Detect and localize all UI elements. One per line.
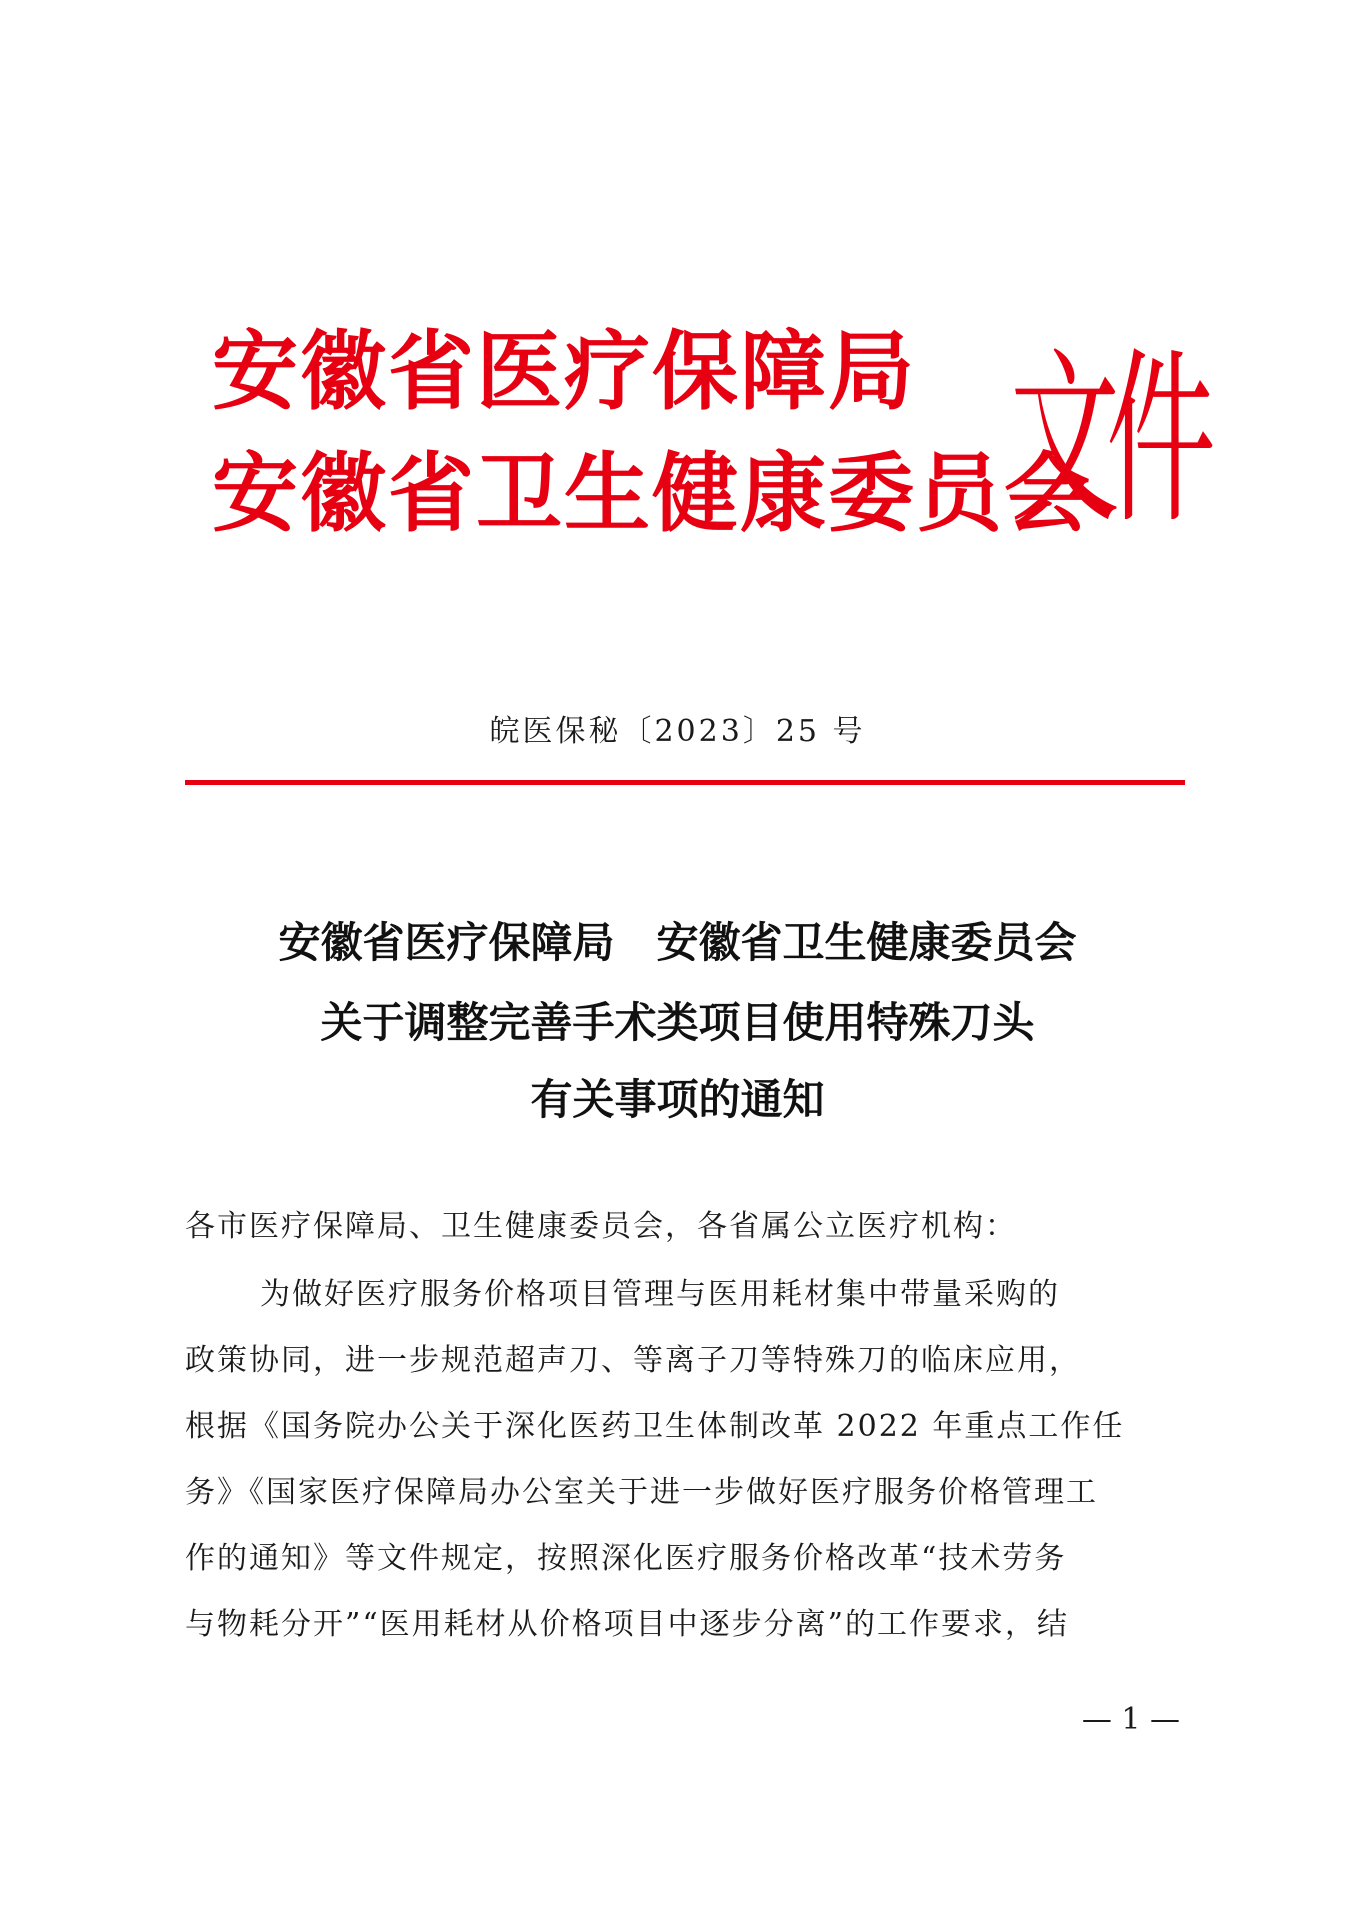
page-number: — 1 —: [1081, 1702, 1180, 1737]
title-line-2: 关于调整完善手术类项目使用特殊刀头: [320, 998, 1035, 1047]
red-separator-line: [185, 780, 1185, 785]
masthead: [212, 322, 1202, 562]
body-line: 根据《国务院办公关于深化医药卫生体制改革 2022 年重点工作任: [185, 1409, 1125, 1444]
body-line: 政策协同，进一步规范超声刀、等离子刀等特殊刀的临床应用，: [185, 1343, 1081, 1378]
document-number: 皖医保秘〔2023〕25 号: [489, 714, 866, 749]
title-line-1: 安徽省医疗保障局 安徽省卫生健康委员会: [278, 918, 1077, 967]
masthead-issuer-2: 安徽省卫生健康委员会: [212, 444, 1092, 544]
body-line: 务》《国家医疗保障局办公室关于进一步做好医疗服务价格管理工: [185, 1475, 1098, 1510]
body-line: 为做好医疗服务价格项目管理与医用耗材集中带量采购的: [260, 1277, 1060, 1312]
masthead-issuer-1: 安徽省医疗保障局: [212, 322, 916, 422]
masthead-document-mark: 文件: [1010, 331, 1202, 549]
addressee-line: 各市医疗保障局、卫生健康委员会，各省属公立医疗机构：: [185, 1209, 1017, 1244]
body-line: 作的通知》等文件规定，按照深化医疗服务价格改革“技术劳务: [185, 1541, 1067, 1576]
title-line-3: 有关事项的通知: [530, 1075, 825, 1124]
body-line: 与物耗分开”“医用耗材从价格项目中逐步分离”的工作要求，结: [185, 1607, 1070, 1642]
